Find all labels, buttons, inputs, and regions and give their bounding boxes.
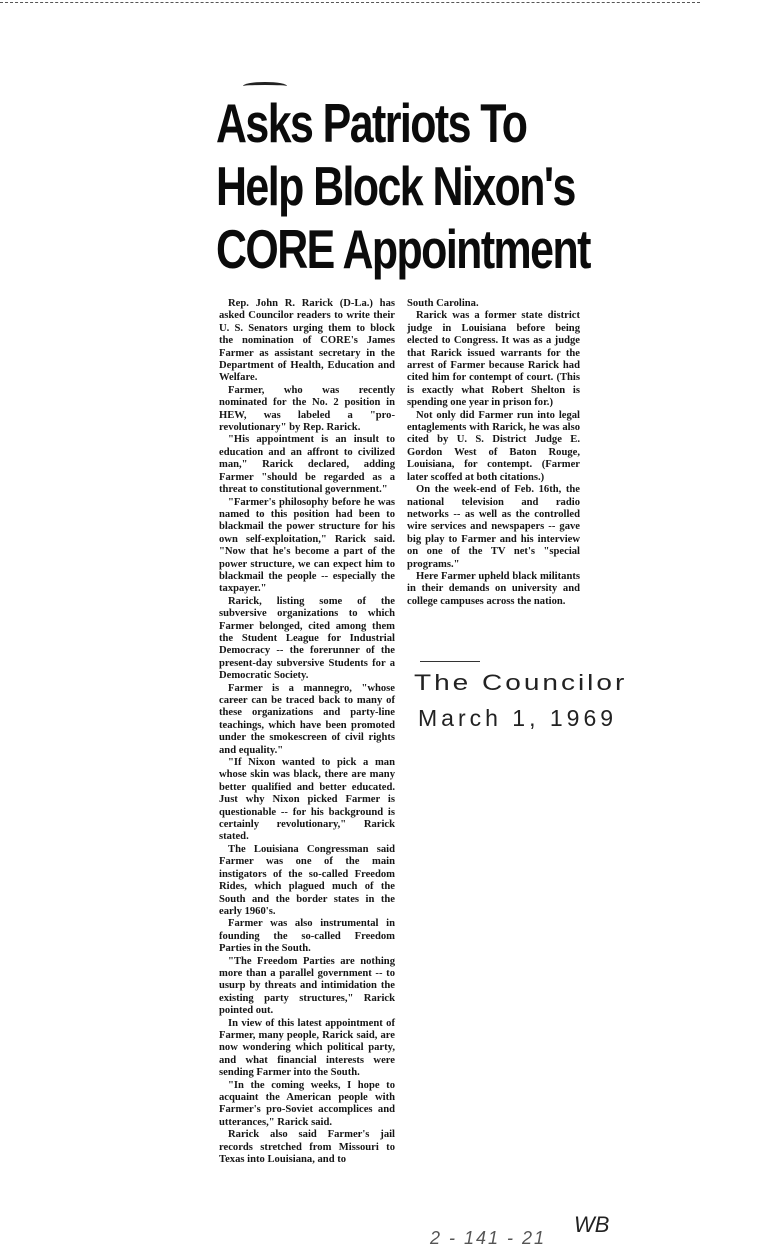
paragraph: Here Farmer upheld black militants in their demands on university and college campuses across the nation. — [407, 570, 580, 607]
paragraph: The Louisiana Congressman said Farmer was one of the main instigators of the so-called Freedom Rides, which plagued much of the South and the border states in the early 1960's. — [219, 843, 395, 917]
pen-mark — [243, 82, 287, 90]
paragraph: Rep. John R. Rarick (D-La.) has asked Councilor readers to write their U. S. Senators urging them to block the nomination of CORE's James Farmer as assistant secretary in the Department of Health, Education and Welfare. — [219, 298, 395, 384]
paragraph: "His appointment is an insult to education and an affront to civilized man," Rarick declared, adding Farmer "should be regarded as a threat to constitutional government." — [219, 434, 395, 496]
paragraph: "In the coming weeks, I hope to acquaint the American people with Farmer's pro-Soviet accomplices and utterances," Rarick said. — [219, 1079, 395, 1128]
handwritten-date: March 1, 1969 — [418, 705, 618, 731]
paragraph: In view of this latest appointment of Farmer, many people, Rarick said, are now wondering which political party, and what financial interests were sending Farmer into the South. — [219, 1017, 395, 1079]
paragraph: South Carolina. — [407, 298, 479, 309]
paragraph: Rarick also said Farmer's jail records stretched from Missouri to Texas into Louisiana, and to — [219, 1129, 395, 1166]
paragraph: Rarick, listing some of the subversive organizations to which Farmer belonged, cited among them the Student League for Industrial Democracy -- the forerunner of the present-day subversive Students for a Democratic Society. — [219, 595, 395, 682]
handwritten-initials: WB — [574, 1212, 610, 1237]
paragraph: "The Freedom Parties are nothing more than a parallel government -- to usurp by threats and intimidation the existing party structures," Rarick pointed out. — [219, 955, 395, 1017]
headline-line-3: CORE Appointment — [216, 218, 590, 280]
top-dashed-rule — [0, 2, 700, 3]
article-right-column — [407, 298, 580, 608]
handwritten-file-number: 2 - 141 - 21 — [430, 1228, 547, 1248]
paragraph: Farmer was also instrumental in founding the so-called Freedom Parties in the South. — [219, 918, 395, 955]
paragraph: Farmer, who was recently nominated for the No. 2 position in HEW, was labeled a "pro-revolutionary" by Rep. Rarick. — [219, 384, 395, 434]
paragraph: Not only did Farmer run into legal entaglements with Rarick, he was also cited by U. S. District Judge E. Gordon West of Baton Rouge, Louisiana, for contempt. (Farmer later scoffed at both citations.) — [407, 409, 580, 483]
headline-line-2: Help Block Nixon's — [216, 155, 575, 217]
paragraph: "If Nixon wanted to pick a man whose skin was black, there are many better qualified and better educated. Just why Nixon picked Farmer is questionable -- for his background is certainly revolutionary," Rarick stated. — [219, 757, 395, 843]
paragraph: "Farmer's philosophy before he was named to this position had been to blackmail the power structure for his own self-exploitation," Rarick said. "Now that he's become a part of the power structure, we can expect him to blackmail the people -- especially the taxpayer." — [219, 496, 395, 595]
handwritten-source: The Councilor — [414, 670, 628, 695]
column-end-rule — [420, 661, 480, 662]
paragraph: On the week-end of Feb. 16th, the national television and radio networks -- as well as the controlled wire services and newspapers -- gave big play to Farmer and his interview on one of the TV net's "special programs." — [407, 484, 580, 570]
paragraph: Rarick was a former state district judge in Louisiana before being elected to Congress. It was as a judge that Rarick issued warrants for the arrest of Farmer because Rarick had cited him for contempt of court. (This is exactly what Robert Shelton is spending one year in prison for.) — [407, 310, 580, 409]
headline — [216, 92, 590, 281]
paragraph: Farmer is a mannegro, "whose career can be traced back to many of these organizations and party-line teachings, which have been promoted under the smokescreen of civil rights and equality." — [219, 682, 395, 756]
article-left-column — [219, 298, 395, 1166]
headline-line-1: Asks Patriots To — [216, 92, 527, 154]
